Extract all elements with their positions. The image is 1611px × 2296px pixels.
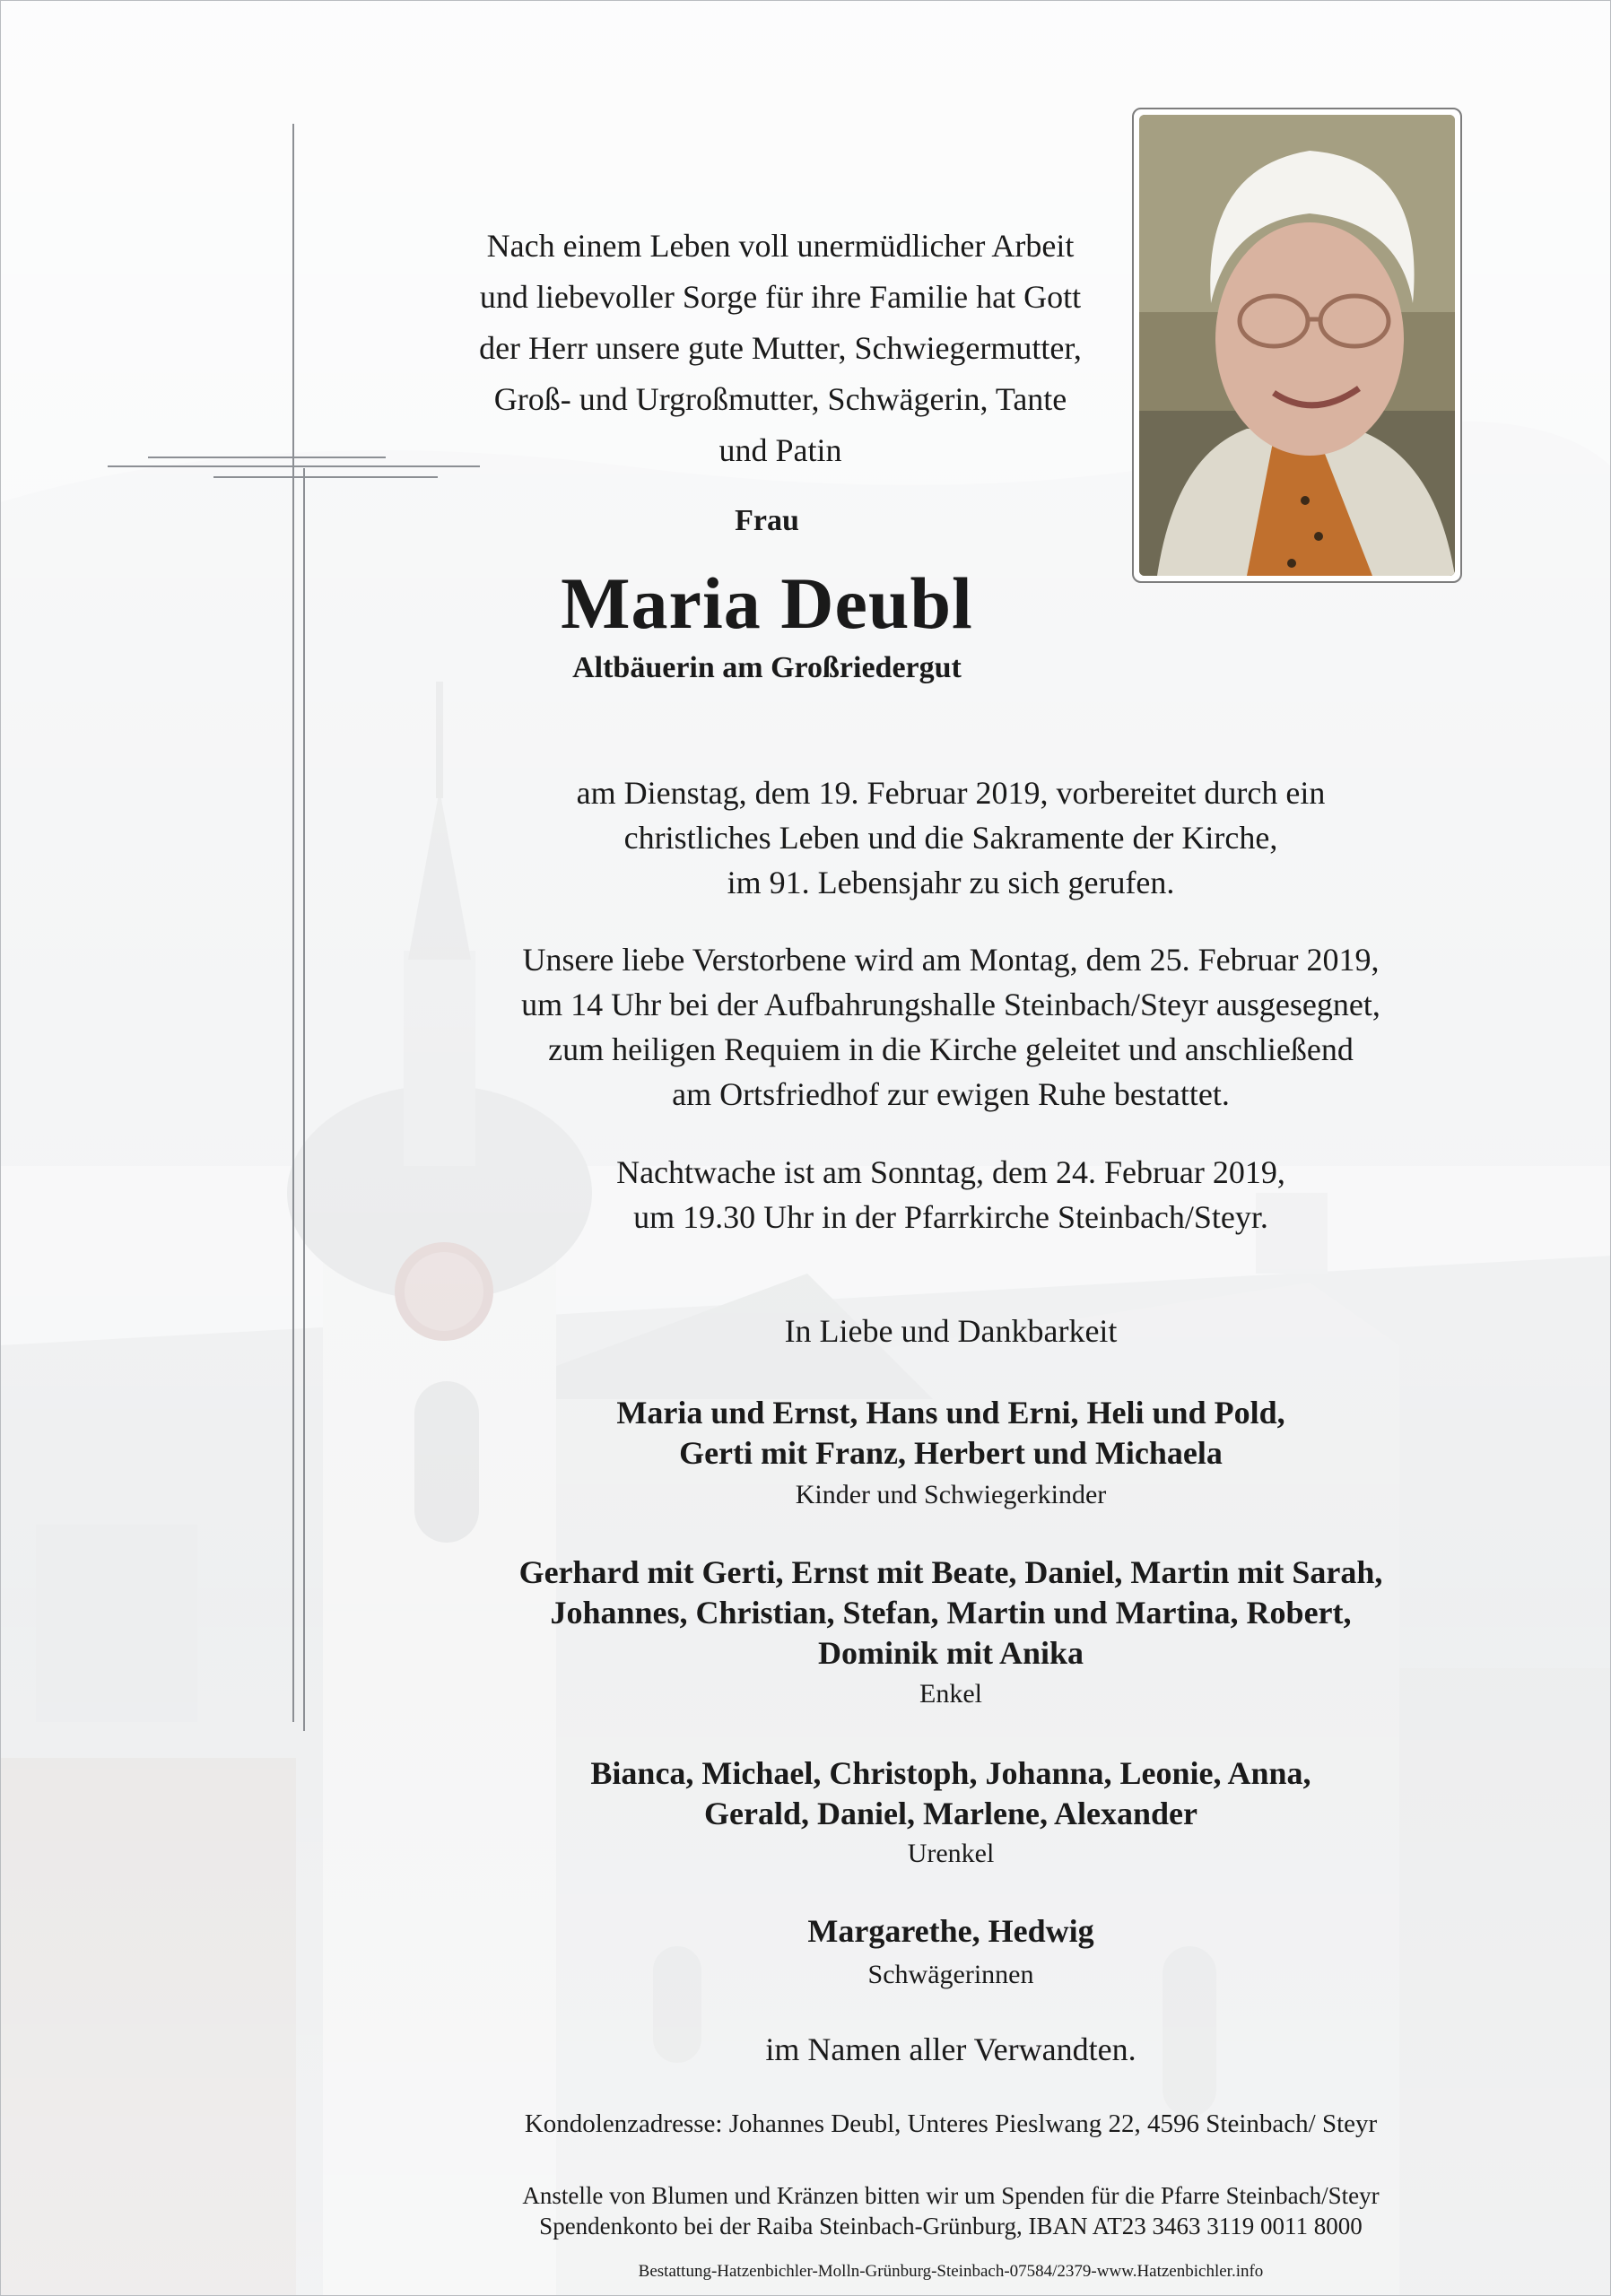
vigil-line: Nachtwache ist am Sonntag, dem 24. Februar 2019,: [616, 1154, 1285, 1190]
mourner-role: Kinder und Schwiegerkinder: [795, 1480, 1107, 1509]
mourner-names: Maria und Ernst, Hans und Erni, Heli und Pold,: [616, 1395, 1285, 1431]
intro-line: Nach einem Leben voll unermüdlicher Arbeit: [486, 228, 1075, 264]
death-notice: [395, 770, 1507, 905]
mourner-names: Margarethe, Hedwig: [807, 1913, 1094, 1949]
mourner-group-great-grandchildren: [395, 1753, 1507, 1834]
deceased-name: Maria Deubl: [561, 562, 973, 644]
mourner-names: Gerhard mit Gerti, Ernst mit Beate, Daniel, Martin mit Sarah,: [518, 1554, 1383, 1590]
mourner-names: Bianca, Michael, Christoph, Johanna, Leonie, Anna,: [590, 1755, 1311, 1791]
mourner-group-sisters-in-law: [395, 1911, 1507, 1952]
intro-line: Groß- und Urgroßmutter, Schwägerin, Tante: [493, 381, 1067, 417]
donation-note: [395, 2180, 1507, 2241]
mourner-role: Urenkel: [907, 1839, 995, 1868]
mourner-names: Johannes, Christian, Stefan, Martin und Martina, Robert,: [550, 1595, 1352, 1631]
death-notice-line: christliches Leben und die Sakramente der Kirche,: [623, 820, 1278, 856]
mourner-names: Gerald, Daniel, Marlene, Alexander: [704, 1796, 1197, 1831]
gratitude-line: In Liebe und Dankbarkeit: [784, 1313, 1118, 1349]
undertaker-footer: Bestattung-Hatzenbichler-Molln-Grünburg-Steinbach-07584/2379-www.Hatzenbichler.info: [638, 2262, 1264, 2281]
mourner-names: Dominik mit Anika: [817, 1635, 1084, 1671]
death-notice-line: im 91. Lebensjahr zu sich gerufen.: [727, 865, 1175, 900]
deceased-title: Altbäuerin am Großriedergut: [572, 651, 962, 684]
portrait-photo-frame: [1132, 108, 1462, 583]
donation-line: Spendenkonto bei der Raiba Steinbach-Grünburg, IBAN AT23 3463 3119 0011 8000: [539, 2213, 1363, 2239]
funeral-line: Unsere liebe Verstorbene wird am Montag, dem 25. Februar 2019,: [522, 942, 1380, 978]
intro-text: [395, 221, 1166, 476]
intro-line: und Patin: [718, 432, 842, 468]
donation-line: Anstelle von Blumen und Kränzen bitten wir um Spenden für die Pfarre Steinbach/Steyr: [522, 2182, 1380, 2209]
death-notice-line: am Dienstag, dem 19. Februar 2019, vorbereitet durch ein: [576, 775, 1326, 811]
intro-line: und liebevoller Sorge für ihre Familie hat Gott: [479, 279, 1082, 315]
mourner-group-grandchildren: [395, 1552, 1507, 1674]
salutation: Frau: [735, 504, 799, 537]
mourner-names: Gerti mit Franz, Herbert und Michaela: [679, 1435, 1223, 1471]
mourner-role: Enkel: [919, 1679, 982, 1709]
closing-line: im Namen aller Verwandten.: [765, 2031, 1136, 2067]
funeral-line: am Ortsfriedhof zur ewigen Ruhe bestattet.: [672, 1076, 1230, 1112]
intro-line: der Herr unsere gute Mutter, Schwiegermutter,: [479, 330, 1082, 366]
portrait-photo: [1139, 115, 1455, 576]
funeral-line: um 14 Uhr bei der Aufbahrungshalle Steinbach/Steyr ausgesegnet,: [521, 987, 1380, 1022]
funeral-details: [395, 937, 1507, 1117]
mourner-group-children: [395, 1393, 1507, 1474]
vigil-details: [395, 1150, 1507, 1239]
vigil-line: um 19.30 Uhr in der Pfarrkirche Steinbach/Steyr.: [633, 1199, 1268, 1235]
funeral-line: zum heiligen Requiem in die Kirche geleitet und anschließend: [548, 1031, 1354, 1067]
mourner-role: Schwägerinnen: [867, 1960, 1034, 1989]
condolence-address: Kondolenzadresse: Johannes Deubl, Unteres Pieslwang 22, 4596 Steinbach/ Steyr: [524, 2109, 1378, 2138]
